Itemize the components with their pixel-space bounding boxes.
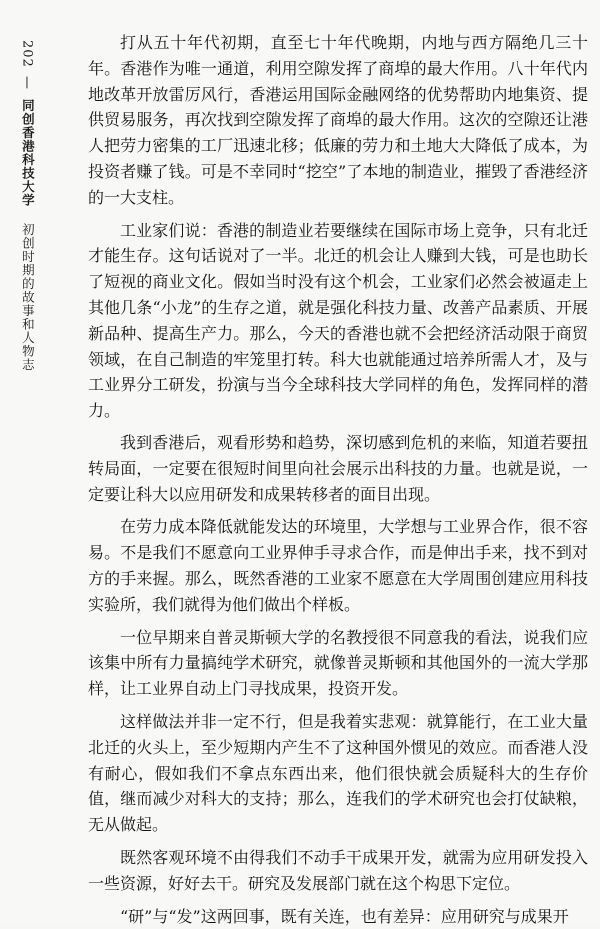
body-text [88,30,588,929]
page-number: 202 [19,40,34,68]
paragraph: 工业家们说：香港的制造业若要继续在国际市场上竞争，只有北迁才能生存。这句话说对了一半。北迁的机会让人赚到大钱，可是也助长了短视的商业文化。假如当时没有这个机会，工业家们必然会被逼走上其他几条“小龙”的生存之道，就是强化科技力量、改善产品素质、开展新品种、提高生产力。那么，今天的香港也就不会把经济活动限于商贸领域，在自己制造的牢笼里打转。科大也就能通过培养所需人才，及与工业界分工研发，扮演与当今全球科技大学同样的角色，发挥同样的潜力。 [88,218,588,424]
paragraph: 我到香港后，观看形势和趋势，深切感到危机的来临，知道若要扭转局面，一定要在很短时间里向社会展示出科技的力量。也就是说，一定要让科大以应用研发和成果转移者的面目出现。 [88,430,588,507]
paragraph: “研”与“发”这两回事，既有关连，也有差异：应用研究与成果开 [88,904,588,929]
paragraph: 打从五十年代初期，直至七十年代晚期，内地与西方隔绝几三十年。香港作为唯一通道，利用空隙发挥了商埠的最大作用。八十年代内地改革开放雷厉风行，香港运用国际金融网络的优势帮助内地集资、提供贸易服务，再次找到空隙发挥了商埠的最大作用。这次的空隙还让港人把劳力密集的工厂迅速北移；低廉的劳力和土地大大降低了成本，为投资者赚了钱。可是不幸同时“挖空”了本地的制造业，摧毁了香港经济的一大支柱。 [88,30,588,211]
book-title: 同创香港科技大学 [20,99,35,207]
paragraph: 既然客观环境不由得我们不动手干成果开发，就需为应用研发投入一些资源，好好去干。研究及发展部门就在这个构思下定位。 [88,845,588,897]
paragraph: 这样做法并非一定不行，但是我着实悲观：就算能行，在工业大量北迁的火头上，至少短期内产生不了这种国外惯见的效应。而香港人没有耐心，假如我们不拿点东西出来，他们很快就会质疑科大的生存价值，继而减少对科大的支持；那么，连我们的学术研究也会打仗缺粮，无从做起。 [88,709,588,838]
header-separator: — [19,76,34,89]
paragraph: 一位早期来自普灵斯顿大学的名教授很不同意我的看法，说我们应该集中所有力量搞纯学术研究，就像普灵斯顿和其他国外的一流大学那样，让工业界自动上门寻找成果，投资开发。 [88,625,588,702]
paragraph: 在劳力成本降低就能发达的环境里，大学想与工业界合作，很不容易。不是我们不愿意向工业界伸手寻求合作，而是伸出手来，找不到对方的手来握。那么，既然香港的工业家不愿意在大学周围创建应用科技实验所，我们就得为他们做出个样板。 [88,514,588,617]
running-header [16,40,38,371]
chapter-title: 初创时期的故事和人物志 [20,223,35,372]
